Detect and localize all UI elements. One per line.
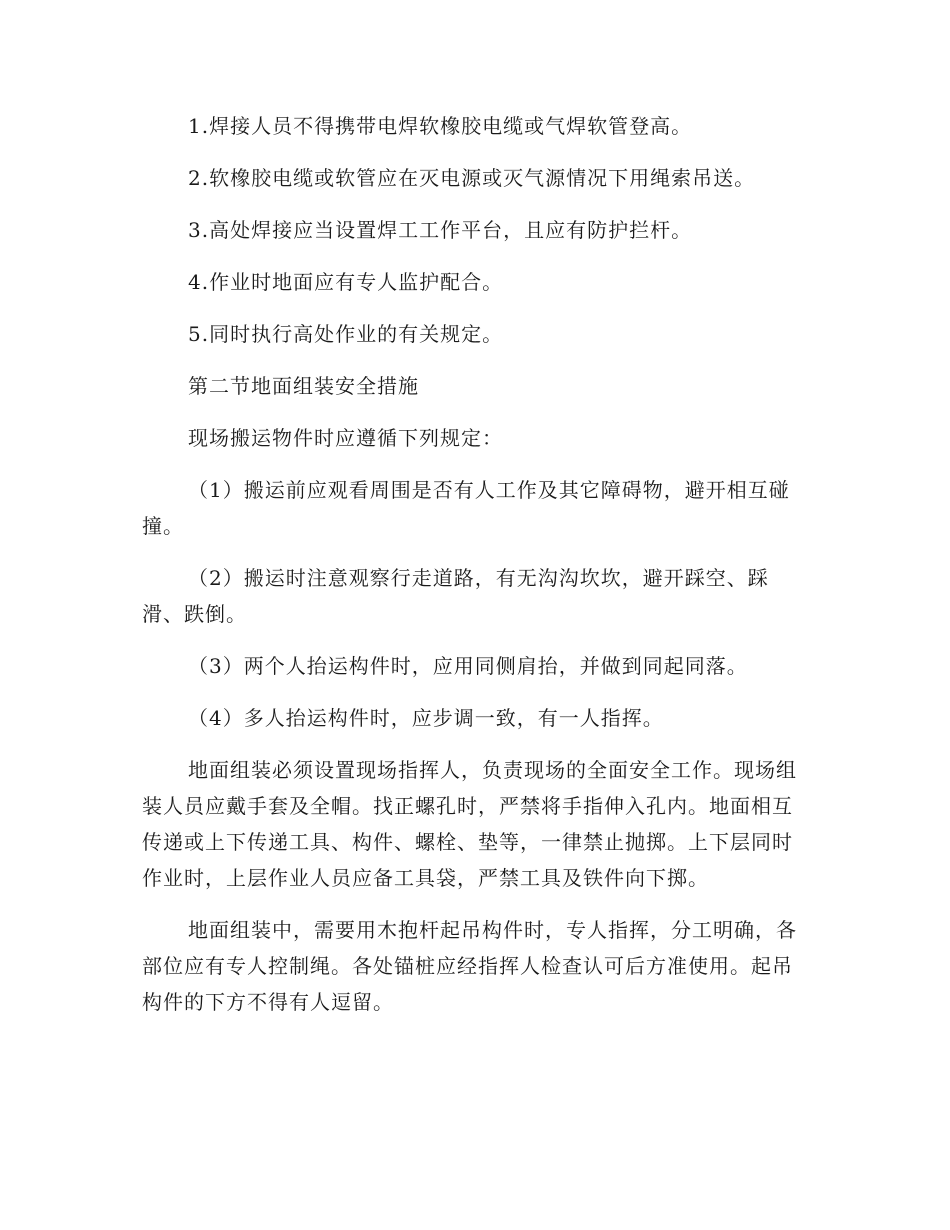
list-item-3: （3）两个人抬运构件时，应用同侧肩抬，并做到同起同落。 <box>188 654 748 678</box>
paragraph-3: 3.高处焊接应当设置焊工工作平台，且应有防护拦杆。 <box>188 218 693 242</box>
section-heading: 第二节地面组装安全措施 <box>188 374 419 398</box>
paragraph-5: 5.同时执行高处作业的有关规定。 <box>188 322 504 346</box>
paragraph-7: 地面组装必须设置现场指挥人，负责现场的全面安全工作。现场组装人员应戴手套及全帽。找正螺孔时，严禁将手指伸入孔内。地面相互传递或上下传递工具、构件、螺栓、垫等，一律禁止抛掷。上下层同时作业时，上层作业人员应备工具袋，严禁工具及铁件向下掷。 <box>142 758 797 890</box>
paragraph-8: 地面组装中，需要用木抱杆起吊构件时，专人指挥，分工明确，各部位应有专人控制绳。各处锚桩应经指挥人检查认可后方准使用。起吊构件的下方不得有人逗留。 <box>142 918 797 1014</box>
paragraph-1: 1.焊接人员不得携带电焊软橡胶电缆或气焊软管登高。 <box>188 114 693 138</box>
paragraph-4: 4.作业时地面应有专人监护配合。 <box>188 270 504 294</box>
paragraph-6: 现场搬运物件时应遵循下列规定： <box>188 426 503 450</box>
paragraph-2: 2.软橡胶电缆或软管应在灭电源或灭气源情况下用绳索吊送。 <box>188 166 756 190</box>
list-item-4: （4）多人抬运构件时，应步调一致，有一人指挥。 <box>188 706 664 730</box>
document-body <box>142 108 808 1020</box>
list-item-1: （1）搬运前应观看周围是否有人工作及其它障碍物，避开相互碰撞。 <box>142 478 790 538</box>
list-item-2: （2）搬运时注意观察行走道路，有无沟沟坎坎，避开踩空、踩滑、跌倒。 <box>142 566 769 626</box>
